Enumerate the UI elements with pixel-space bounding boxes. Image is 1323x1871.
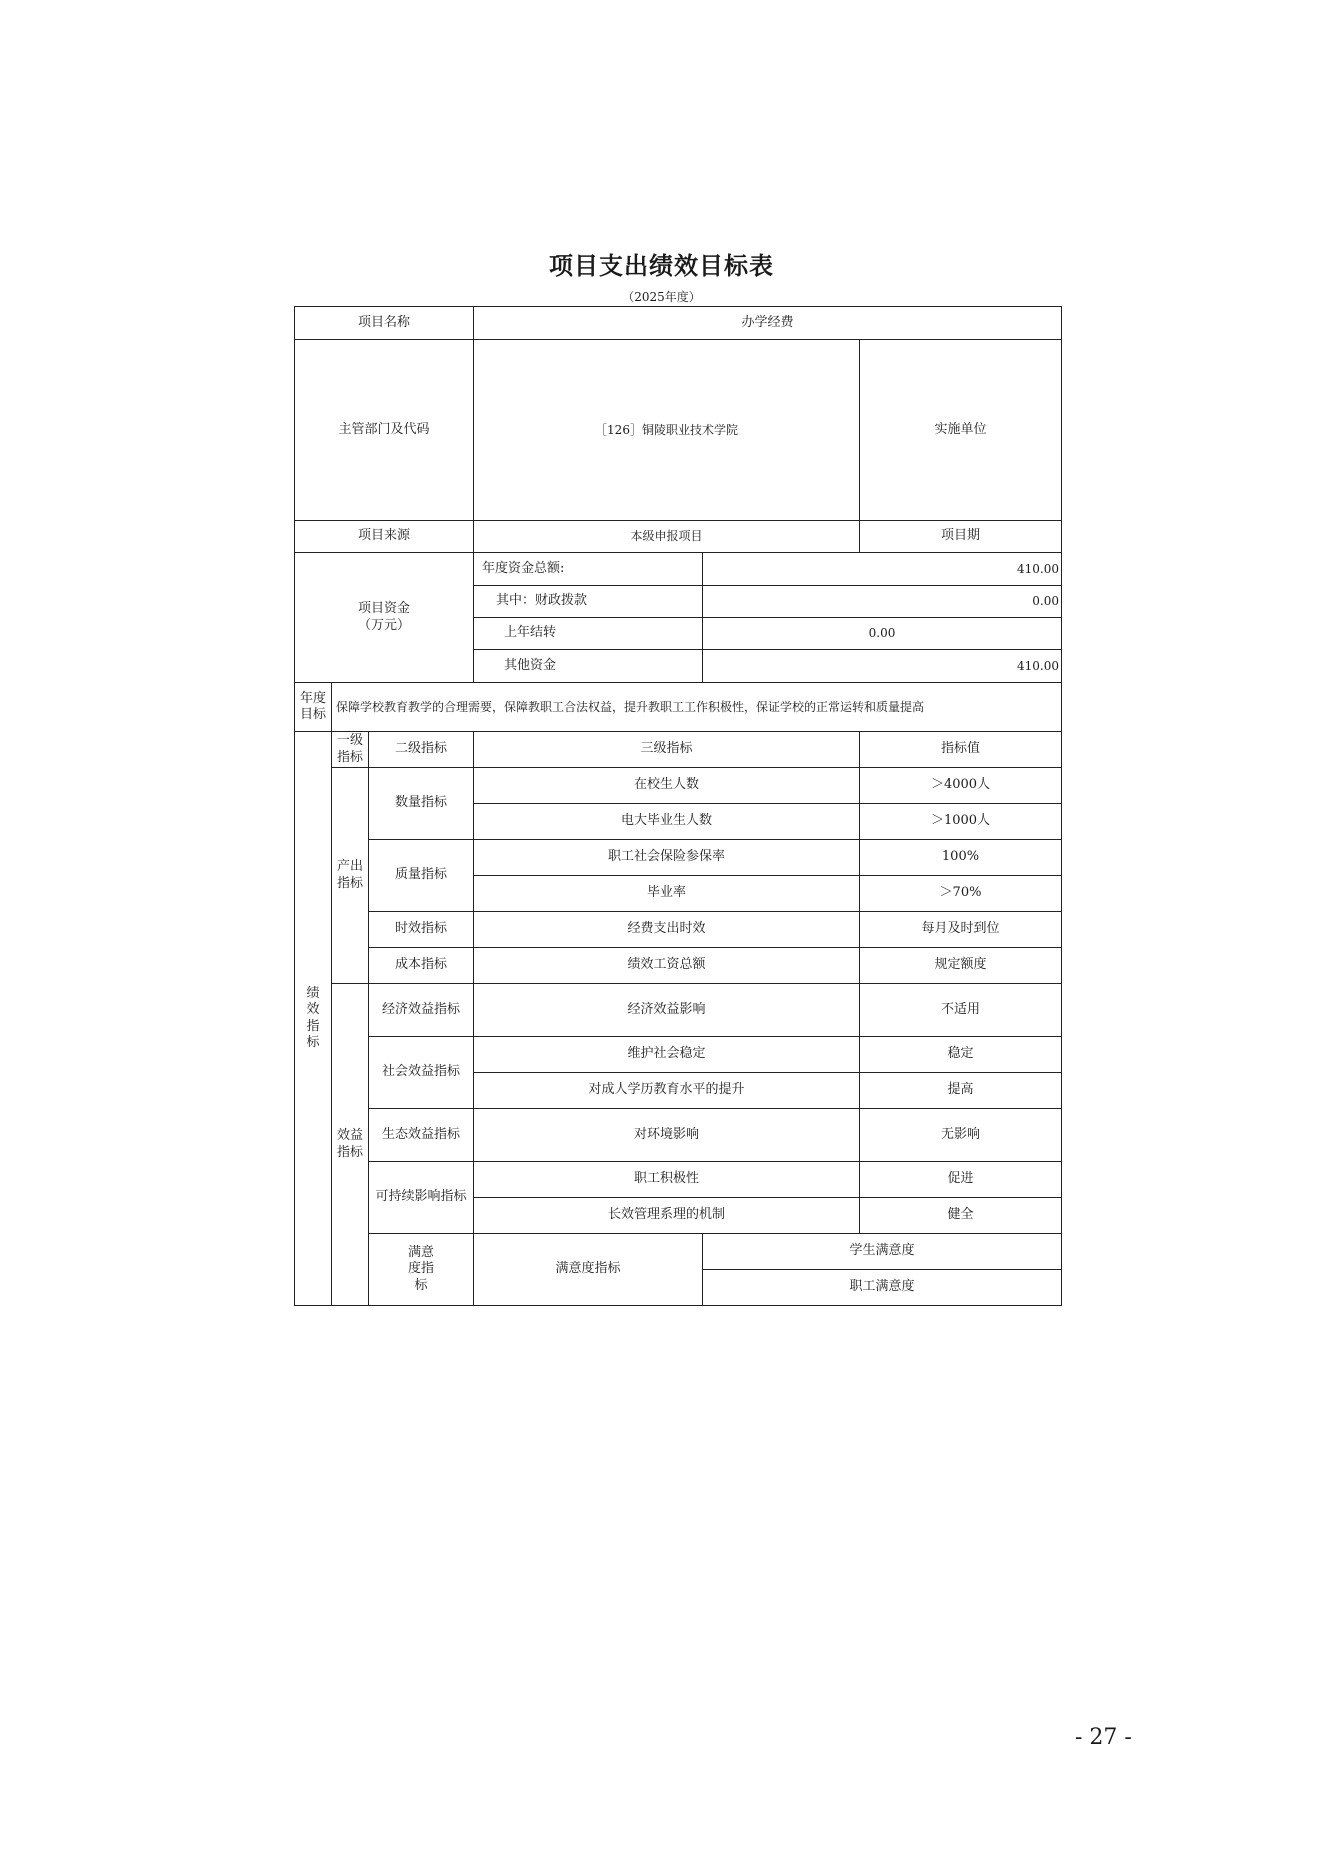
goal-label-line2: 目标 [299,707,326,722]
indicator-value: 健全 [860,1198,1062,1234]
header-value: 指标值 [860,732,1062,768]
header-level1 [332,732,369,768]
funds-total-label: 年度资金总额: [474,553,703,586]
ecological-indicator: 生态效益指标 [369,1109,474,1162]
indicator-name: 绩效工资总额 [474,948,860,984]
funds-carryover-value: 0.00 [703,618,1062,650]
indicator-value: 稳定 [860,1037,1062,1073]
performance-indicator-section-label [295,732,332,1306]
indicator-name: 对环境影响 [474,1109,860,1162]
indicator-name: 维护社会稳定 [474,1037,860,1073]
benefit-indicator-label [332,984,369,1306]
project-name-value: 办学经费 [474,307,1062,340]
indicator-value: 规定额度 [860,948,1062,984]
benefit-label-line2: 指标 [336,1144,363,1160]
timeliness-indicator: 时效指标 [369,912,474,948]
indicator-name: 学生满意度 [703,1234,1062,1270]
indicator-value: 促进 [860,1162,1062,1198]
funds-label [295,553,474,683]
dept-value: ［126］铜陵职业技术学院 [474,340,860,521]
indicator-value: 提高 [860,1073,1062,1109]
output-label-line2: 指标 [336,875,363,891]
indicator-value: ＞70% [860,876,1062,912]
section-char: 效 [306,1002,320,1018]
indicator-name: 经费支出时效 [474,912,860,948]
indicator-name: 职工满意度 [703,1270,1062,1306]
output-label-line1: 产出 [336,859,363,875]
indicator-name: 对成人学历教育水平的提升 [474,1073,860,1109]
page-number: - 27 - [1075,1725,1132,1750]
economic-indicator: 经济效益指标 [369,984,474,1037]
header-level3: 三级指标 [474,732,860,768]
funds-total-value: 410.00 [703,553,1062,586]
project-name-label: 项目名称 [295,307,474,340]
cost-indicator: 成本指标 [369,948,474,984]
quality-indicator: 质量指标 [369,840,474,912]
year-note: （2025年度） [622,290,701,304]
satisfaction-label-line1: 满意 [407,1245,434,1261]
indicator-name: 毕业率 [474,876,860,912]
social-indicator: 社会效益指标 [369,1037,474,1109]
dept-label: 主管部门及代码 [295,340,474,521]
section-char: 标 [306,1034,320,1050]
indicator-value: 不适用 [860,984,1062,1037]
satisfaction-label-line2: 度指 [407,1261,434,1277]
benefit-label-line1: 效益 [336,1128,363,1144]
sustainable-indicator: 可持续影响指标 [369,1162,474,1234]
indicator-name: 长效管理系理的机制 [474,1198,860,1234]
unit-label: 实施单位 [860,340,1062,521]
source-value: 本级申报项目 [474,521,860,553]
quantity-indicator: 数量指标 [369,768,474,840]
indicator-name: 职工社会保险参保率 [474,840,860,876]
output-indicator-label [332,768,369,984]
indicator-value: ＞4000人 [860,768,1062,804]
indicator-name: 电大毕业生人数 [474,804,860,840]
indicator-value: 无影响 [860,1109,1062,1162]
funds-fiscal-label: 其中：财政拨款 [474,586,703,618]
header-level1-line2: 指标 [336,749,363,765]
goal-label-line1: 年度 [299,690,326,706]
indicator-name: 经济效益影响 [474,984,860,1037]
indicator-value: 100% [860,840,1062,876]
satisfaction-indicator-label [369,1234,474,1306]
goal-text: 保障学校教育教学的合理需要，保障教职工合法权益，提升教职工工作积极性，保证学校的正常运转和质量提高 [332,683,1062,732]
goal-label [295,683,332,732]
performance-target-table [294,306,1062,1306]
indicator-name: 职工积极性 [474,1162,860,1198]
satisfaction-level2-indicator: 满意度指标 [474,1234,703,1306]
source-label: 项目来源 [295,521,474,553]
section-char: 绩 [306,986,320,1001]
header-level2: 二级指标 [369,732,474,768]
satisfaction-label-line3: 标 [414,1277,428,1293]
document-title: 项目支出绩效目标表 [549,252,774,280]
indicator-value: ＞1000人 [860,804,1062,840]
funds-fiscal-value: 0.00 [703,586,1062,618]
funds-label-line1: 项目资金 [357,601,410,617]
indicator-name: 在校生人数 [474,768,860,804]
section-char: 指 [306,1018,320,1034]
funds-label-line2: （万元） [357,617,410,633]
indicator-value: 每月及时到位 [860,912,1062,948]
period-label: 项目期 [860,521,1062,553]
header-level1-line1: 一级 [336,733,363,749]
funds-other-label: 其他资金 [474,650,703,683]
funds-carryover-label: 上年结转 [474,618,703,650]
funds-other-value: 410.00 [703,650,1062,683]
